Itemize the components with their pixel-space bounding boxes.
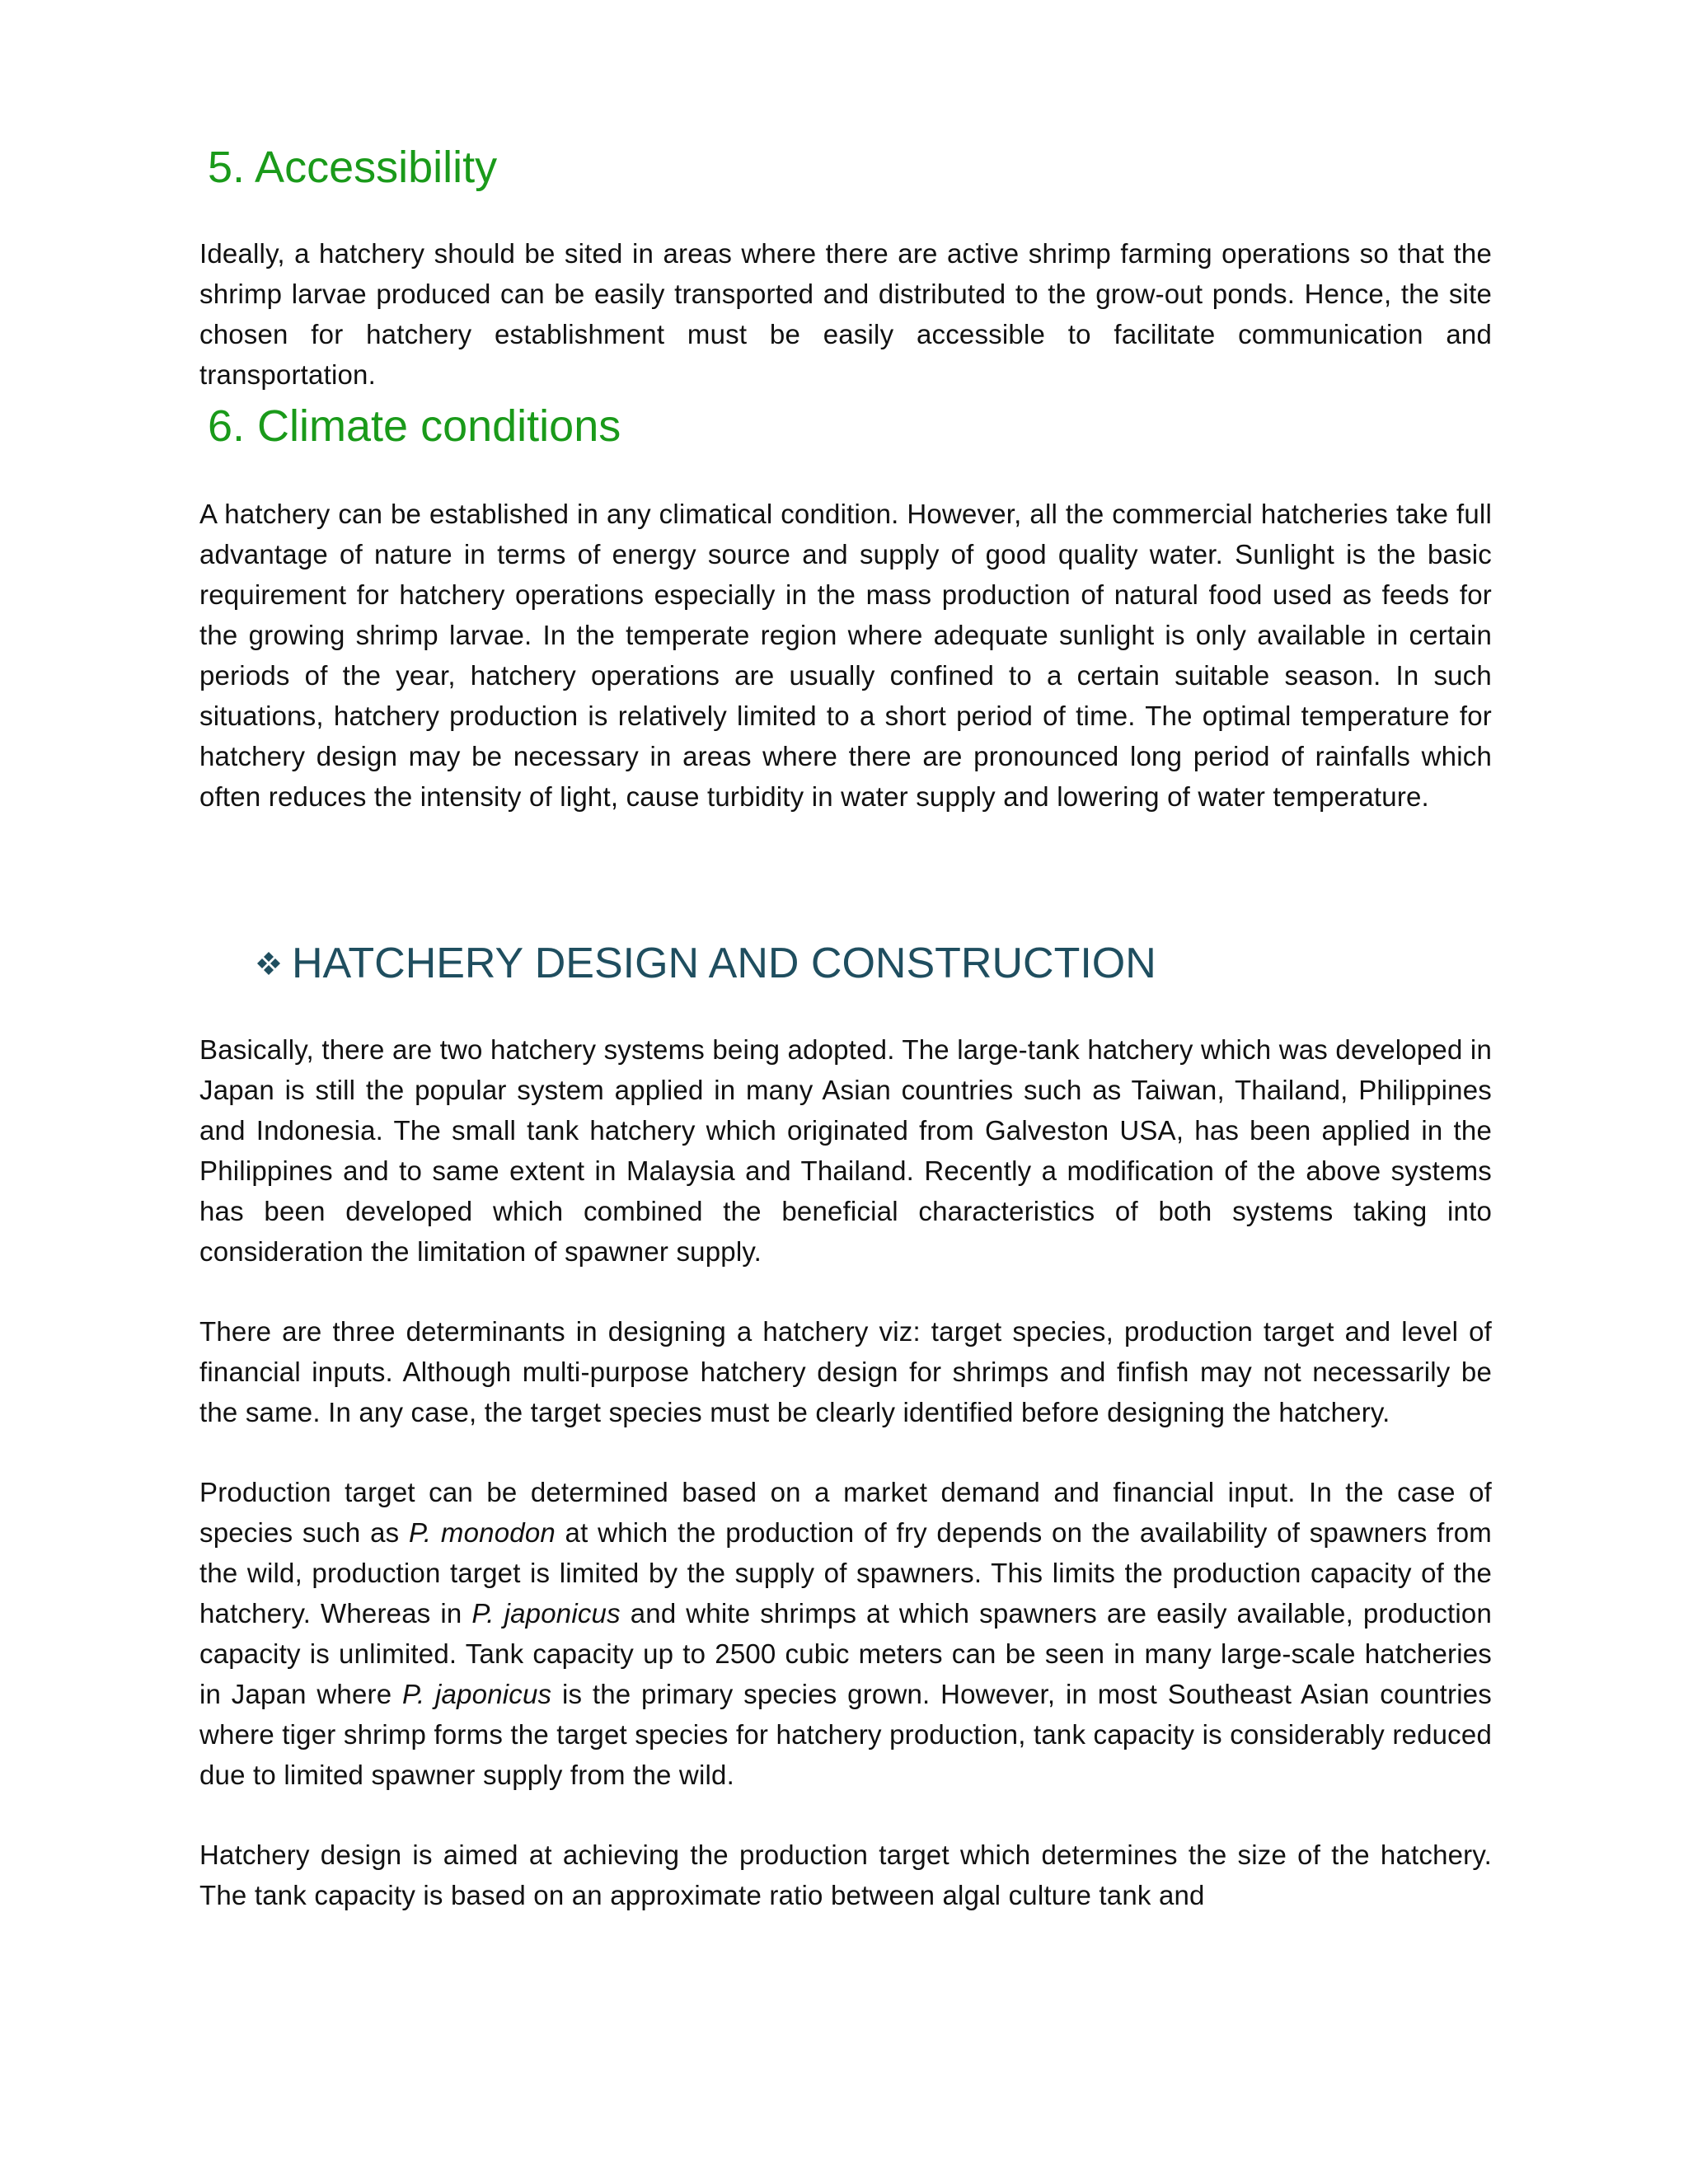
- climate-paragraph: A hatchery can be established in any climatical condition. However, all the commercial hatcheries take full advantage of nature in terms of energy source and supply of good quality water. Sunlight is the basic requirement for hatchery operations especially in the mass production of natural food used as feeds for the growing shrimp larvae. In the temperate region where adequate sunlight is only available in certain periods of the year, hatchery operations are usually confined to a certain suitable season. In such situations, hatchery production is relatively limited to a short period of time. The optimal temperature for hatchery design may be necessary in areas where there are pronounced long period of rainfalls which often reduces the intensity of light, cause turbidity in water supply and lowering of water temperature.: [199, 499, 1492, 812]
- production-target-paragraph: [199, 1472, 1492, 1795]
- species-name: P. japonicus: [471, 1598, 621, 1629]
- section-heading-accessibility: 5. Accessibility: [208, 143, 498, 192]
- species-name: P. monodon: [408, 1517, 556, 1548]
- species-name: P. japonicus: [401, 1679, 552, 1709]
- text-run: is the primary species grown. However, in most Southeast Asian countries where tiger shrimp forms the target species for hatchery production, tank capacity is considerably reduced due to limited spawner supply from the wild.: [199, 1679, 1492, 1790]
- hatchery-design-title-text: HATCHERY DESIGN AND CONSTRUCTION: [292, 940, 1156, 987]
- accessibility-paragraph: Ideally, a hatchery should be sited in areas where there are active shrimp farming operations so that the shrimp larvae produced can be easily transported and distributed to the grow-out ponds. Hence, the site chosen for hatchery establishment must be easily accessible to facilitate communication and transportation.: [199, 238, 1492, 390]
- hatchery-design-paragraph: Hatchery design is aimed at achieving the production target which determines the size of the hatchery. The tank capacity is based on an approximate ratio between algal culture tank and: [199, 1840, 1492, 1910]
- section-heading-hatchery-design: [251, 934, 1492, 993]
- document-page: [199, 136, 1492, 1915]
- text-run: and white shrimps at which spawners are easily available, production capacity is unlimited. Tank capacity up to 2500 cubic meters can be seen in many large-scale hatcheries in Japan where: [199, 1598, 1492, 1709]
- determinants-paragraph: There are three determinants in designing a hatchery viz: target species, production target and level of financial inputs. Although multi-purpose hatchery design for shrimps and finfish may not necessarily be the same. In any case, the target species must be clearly identified before designing the hatchery.: [199, 1316, 1492, 1427]
- section-heading-climate-conditions: 6. Climate conditions: [208, 401, 621, 451]
- diamond-bullet-icon: [251, 945, 287, 982]
- text-run: at which the production of fry depends on the availability of spawners from the wild, production target is limited by the supply of spawners. This limits the production capacity of the hatchery. Whereas in: [199, 1517, 1492, 1629]
- text-run: Production target can be determined based on a market demand and financial input. In the case of species such as: [199, 1477, 1492, 1548]
- hatchery-systems-paragraph: Basically, there are two hatchery systems being adopted. The large-tank hatchery which was developed in Japan is still the popular system applied in many Asian countries such as Taiwan, Thailand, Philippines and Indonesia. The small tank hatchery which originated from Galveston USA, has been applied in the Philippines and to same extent in Malaysia and Thailand. Recently a modification of the above systems has been developed which combined the beneficial characteristics of both systems taking into consideration the limitation of spawner supply.: [199, 1034, 1492, 1267]
